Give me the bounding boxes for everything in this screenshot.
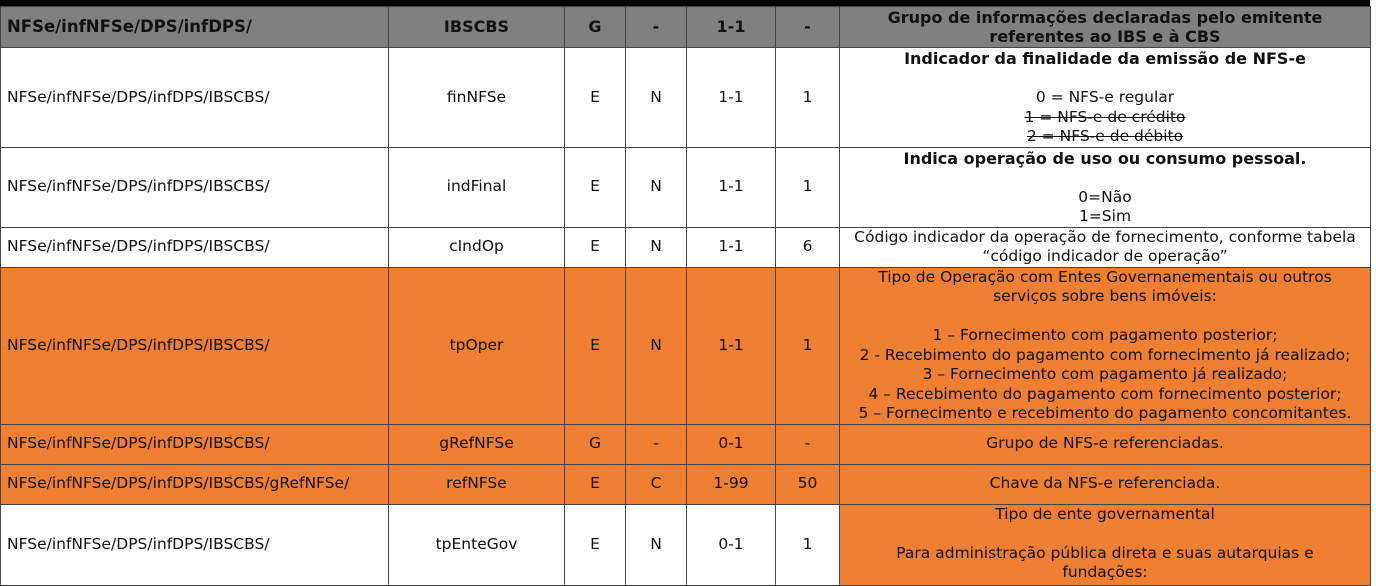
row-description: Indica operação de uso ou consumo pessoal. 0=Não 1=Sim	[840, 147, 1371, 227]
row-element: finNFSe	[389, 48, 565, 148]
row-size: -	[776, 424, 840, 464]
header-size: -	[776, 7, 840, 48]
nfse-spec-table	[0, 6, 1371, 586]
header-description: Grupo de informações declaradas pelo emitente referentes ao IBS e à CBS	[840, 7, 1371, 48]
row-path: NFSe/infNFSe/DPS/infDPS/IBSCBS/gRefNFSe/	[1, 464, 389, 504]
table-row	[1, 267, 1371, 424]
row-cond: N	[626, 48, 687, 148]
row-description: Grupo de NFS-e referenciadas.	[840, 424, 1371, 464]
row-path: NFSe/infNFSe/DPS/infDPS/IBSCBS/	[1, 504, 389, 585]
row-description: Tipo de ente governamental Para administração pública direta e suas autarquias e fundações:	[840, 504, 1371, 585]
row-element: tpOper	[389, 267, 565, 424]
row-cond: N	[626, 227, 687, 267]
header-element: IBSCBS	[389, 7, 565, 48]
row-occurrence: 1-1	[687, 147, 776, 227]
row-size: 6	[776, 227, 840, 267]
row-cond: -	[626, 424, 687, 464]
row-path: NFSe/infNFSe/DPS/infDPS/IBSCBS/	[1, 227, 389, 267]
row-type: E	[565, 464, 626, 504]
row-cond: N	[626, 504, 687, 585]
row-type: E	[565, 227, 626, 267]
row-type: G	[565, 424, 626, 464]
row-size: 1	[776, 267, 840, 424]
row-description: Chave da NFS-e referenciada.	[840, 464, 1371, 504]
row-element: refNFSe	[389, 464, 565, 504]
row-occurrence: 0-1	[687, 504, 776, 585]
row-type: E	[565, 267, 626, 424]
row-path: NFSe/infNFSe/DPS/infDPS/IBSCBS/	[1, 147, 389, 227]
header-type: G	[565, 7, 626, 48]
header-cond: -	[626, 7, 687, 48]
row-size: 1	[776, 147, 840, 227]
row-description: Indicador da finalidade da emissão de NFS-e 0 = NFS-e regular 1 = NFS-e de crédito 2 = NFS-e de débito	[840, 48, 1371, 148]
header-path: NFSe/infNFSe/DPS/infDPS/	[1, 7, 389, 48]
header-occurrence: 1-1	[687, 7, 776, 48]
table-row	[1, 424, 1371, 464]
row-size: 50	[776, 464, 840, 504]
row-path: NFSe/infNFSe/DPS/infDPS/IBSCBS/	[1, 424, 389, 464]
table-row	[1, 504, 1371, 585]
row-path: NFSe/infNFSe/DPS/infDPS/IBSCBS/	[1, 48, 389, 148]
row-element: tpEnteGov	[389, 504, 565, 585]
table-row	[1, 147, 1371, 227]
row-cond: C	[626, 464, 687, 504]
table-header-row	[1, 7, 1371, 48]
row-cond: N	[626, 147, 687, 227]
row-type: E	[565, 48, 626, 148]
row-occurrence: 1-1	[687, 227, 776, 267]
row-occurrence: 1-99	[687, 464, 776, 504]
table-row	[1, 227, 1371, 267]
table-row	[1, 48, 1371, 148]
row-element: gRefNFSe	[389, 424, 565, 464]
row-element: cIndOp	[389, 227, 565, 267]
table-row	[1, 464, 1371, 504]
row-element: indFinal	[389, 147, 565, 227]
row-path: NFSe/infNFSe/DPS/infDPS/IBSCBS/	[1, 267, 389, 424]
row-size: 1	[776, 48, 840, 148]
row-type: E	[565, 147, 626, 227]
row-cond: N	[626, 267, 687, 424]
row-occurrence: 0-1	[687, 424, 776, 464]
row-description: Tipo de Operação com Entes Governanementais ou outros serviços sobre bens imóveis: 1 – Fornecimento com pagamento posterior; 2 - Recebimento do pagamento com fornecimento já realizado; 3 – Fornecimento com pagamento já realizado; 4 – Recebimento do pagamento com fornecimento posterior; 5 – Fornecimento e recebimento do pagamento concomitantes.	[840, 267, 1371, 424]
row-description: Código indicador da operação de fornecimento, conforme tabela “código indicador de operação”	[840, 227, 1371, 267]
row-occurrence: 1-1	[687, 48, 776, 148]
row-occurrence: 1-1	[687, 267, 776, 424]
row-type: E	[565, 504, 626, 585]
row-size: 1	[776, 504, 840, 585]
